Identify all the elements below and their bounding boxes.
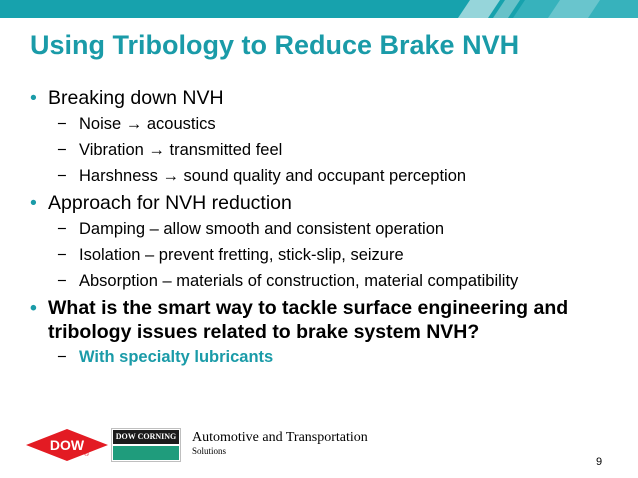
sub-bullet-item: [30, 163, 608, 189]
sub-bullet-text: Noise → acoustics: [79, 115, 216, 133]
sub-bullet-item: [30, 137, 608, 163]
sub-bullet-text: With specialty lubricants: [79, 348, 274, 366]
dow-logo: [24, 428, 110, 462]
sub-bullet-text: Absorption – materials of construction, material compatibility: [79, 272, 519, 290]
dow-corning-label: DOW CORNING: [113, 430, 179, 444]
dash-icon: −: [57, 115, 67, 133]
sub-bullet-item: [30, 242, 608, 268]
top-banner: [0, 0, 638, 18]
dash-icon: −: [57, 141, 67, 159]
sub-bullet-item-answer: [30, 344, 608, 370]
sub-bullet-text: Isolation – prevent fretting, stick-slip, seizure: [79, 246, 404, 264]
sub-bullet-text: Harshness → sound quality and occupant perception: [79, 167, 467, 185]
bullet-text: Breaking down NVH: [48, 87, 224, 109]
slide-title: Using Tribology to Reduce Brake NVH: [30, 30, 520, 60]
sub-bullet-text: Vibration → transmitted feel: [79, 141, 283, 159]
bullet-icon: •: [30, 192, 37, 214]
bullet-text: What is the smart way to tackle surface engineering and tribology issues related to brake system NVH?: [48, 297, 569, 343]
dow-corning-green-bar: [113, 446, 179, 460]
dash-icon: −: [57, 167, 67, 185]
dash-icon: −: [57, 220, 67, 238]
dash-icon: −: [57, 272, 67, 290]
dow-logo-text: DOW: [49, 437, 85, 453]
footer-subtitle: Solutions: [192, 446, 227, 456]
page-number: 9: [596, 456, 603, 468]
bullet-icon: •: [30, 87, 37, 109]
sub-bullet-text: Damping – allow smooth and consistent operation: [79, 220, 445, 238]
dash-icon: −: [57, 246, 67, 264]
dash-icon: −: [57, 348, 67, 366]
bullet-item: [30, 86, 608, 111]
bullet-icon: •: [30, 297, 37, 319]
bullet-item: [30, 191, 608, 216]
sub-bullet-item: [30, 216, 608, 242]
registered-mark: ®: [84, 451, 90, 458]
bullet-text: Approach for NVH reduction: [48, 192, 292, 214]
bullet-list: [30, 86, 608, 370]
bullet-item-question: [30, 296, 608, 344]
banner-stripes-icon: [0, 0, 638, 18]
sub-bullet-item: [30, 111, 608, 137]
sub-bullet-item: [30, 268, 608, 294]
footer-title: Automotive and Transportation: [192, 430, 368, 445]
